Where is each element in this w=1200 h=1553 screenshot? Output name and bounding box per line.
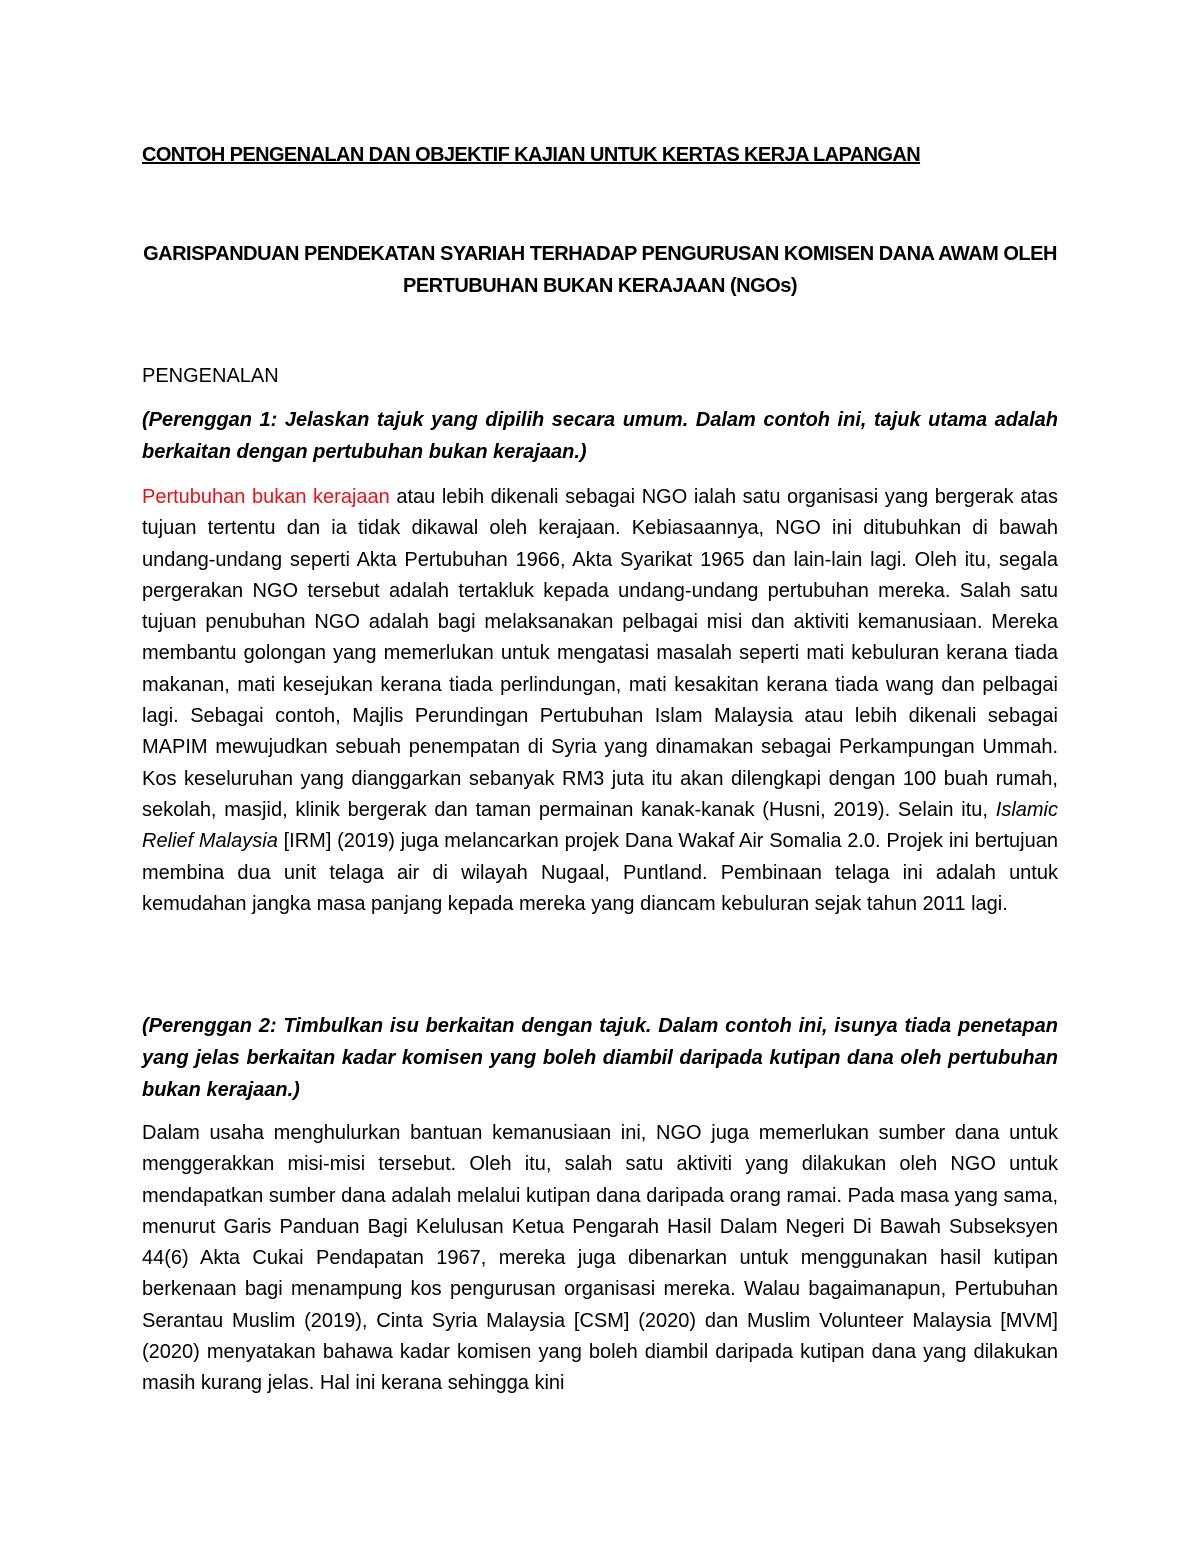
paragraph-2: Dalam usaha menghulurkan bantuan kemanusiaan ini, NGO juga memerlukan sumber dana untuk menggerakkan misi-misi tersebut. Oleh itu, salah satu aktiviti yang dilakukan oleh NGO untuk mendapatkan sumber dana adalah melalui kutipan dana daripada orang ramai. Pada masa yang sama, menurut Garis Panduan Bagi Kelulusan Ketua Pengarah Hasil Dalam Negeri Di Bawah Subseksyen 44(6) Akta Cukai Pendapatan 1967, mereka juga dibenarkan untuk menggunakan hasil kutipan berkenaan bagi menampung kos pengurusan organisasi mereka. Walau bagaimanapun, Pertubuhan Serantau Muslim (2019), Cinta Syria Malaysia [CSM] (2020) dan Muslim Volunteer Malaysia [MVM] (2020) menyatakan bahawa kadar komisen yang boleh diambil daripada kutipan dana yang dilakukan masih kurang jelas. Hal ini kerana sehingga kini [142, 1122, 1058, 1395]
section-heading-pengenalan: PENGENALAN [142, 365, 279, 387]
italic-organisation-name: Islamic Relief Malaysia [142, 798, 1058, 853]
study-title-line-1: GARISPANDUAN PENDEKATAN SYARIAH TERHADAP PENGURUSAN KOMISEN DANA AWAM OLEH [143, 243, 1057, 265]
paragraph-1-text-b: [IRM] (2019) juga melancarkan projek Dana Wakaf Air Somalia 2.0. Projek ini bertujuan membina dua unit telaga air di wilayah Nugaal, Puntland. Pembinaan telaga ini adalah untuk kemudahan jangka masa panjang kepada mereka yang diancam kebuluran sejak tahun 2011 lagi. [142, 830, 1058, 915]
paragraph-1-text-a: atau lebih dikenali sebagai NGO ialah satu organisasi yang bergerak atas tujuan tertentu dan ia tidak dikawal oleh kerajaan. Kebiasaannya, NGO ini ditubuhkan di bawah undang-undang seperti Akta Pertubuhan 1966, Akta Syarikat 1965 dan lain-lain lagi. Oleh itu, segala pergerakan NGO tersebut adalah tertakluk kepada undang-undang pertubuhan mereka. Salah satu tujuan penubuhan NGO adalah bagi melaksanakan pelbagai misi dan aktiviti kemanusiaan. Mereka membantu golongan yang memerlukan untuk mengatasi masalah seperti mati kebuluran kerana tiada makanan, mati kesejukan kerana tiada perlindungan, mati kesakitan kerana tiada wang dan pelbagai lagi. Sebagai contoh, Majlis Perundingan Pertubuhan Islam Malaysia atau lebih dikenali sebagai MAPIM mewujudkan sebuah penempatan di Syria yang dinamakan sebagai Perkampungan Ummah. Kos keseluruhan yang dianggarkan sebanyak RM3 juta itu akan dilengkapi dengan 100 buah rumah, sekolah, masjid, klinik bergerak dan taman permainan kanak-kanak (Husni, 2019). Selain itu, [142, 486, 1058, 821]
paragraph-2-instruction: (Perenggan 2: Timbulkan isu berkaitan dengan tajuk. Dalam contoh ini, isunya tiada penetapan yang jelas berkaitan kadar komisen yang boleh diambil daripada kutipan dana oleh pertubuhan bukan kerajaan.) [142, 1015, 1058, 1101]
paragraph-1-instruction: (Perenggan 1: Jelaskan tajuk yang dipilih secara umum. Dalam contoh ini, tajuk utama adalah berkaitan dengan pertubuhan bukan kerajaan.) [142, 409, 1058, 463]
highlighted-term: Pertubuhan bukan kerajaan [142, 486, 390, 508]
study-title-line-2: PERTUBUHAN BUKAN KERAJAAN (NGOs) [402, 275, 797, 297]
study-title [142, 238, 1058, 302]
document-title: CONTOH PENGENALAN DAN OBJEKTIF KAJIAN UNTUK KERTAS KERJA LAPANGAN [142, 144, 921, 166]
paragraph-1 [142, 482, 1058, 920]
